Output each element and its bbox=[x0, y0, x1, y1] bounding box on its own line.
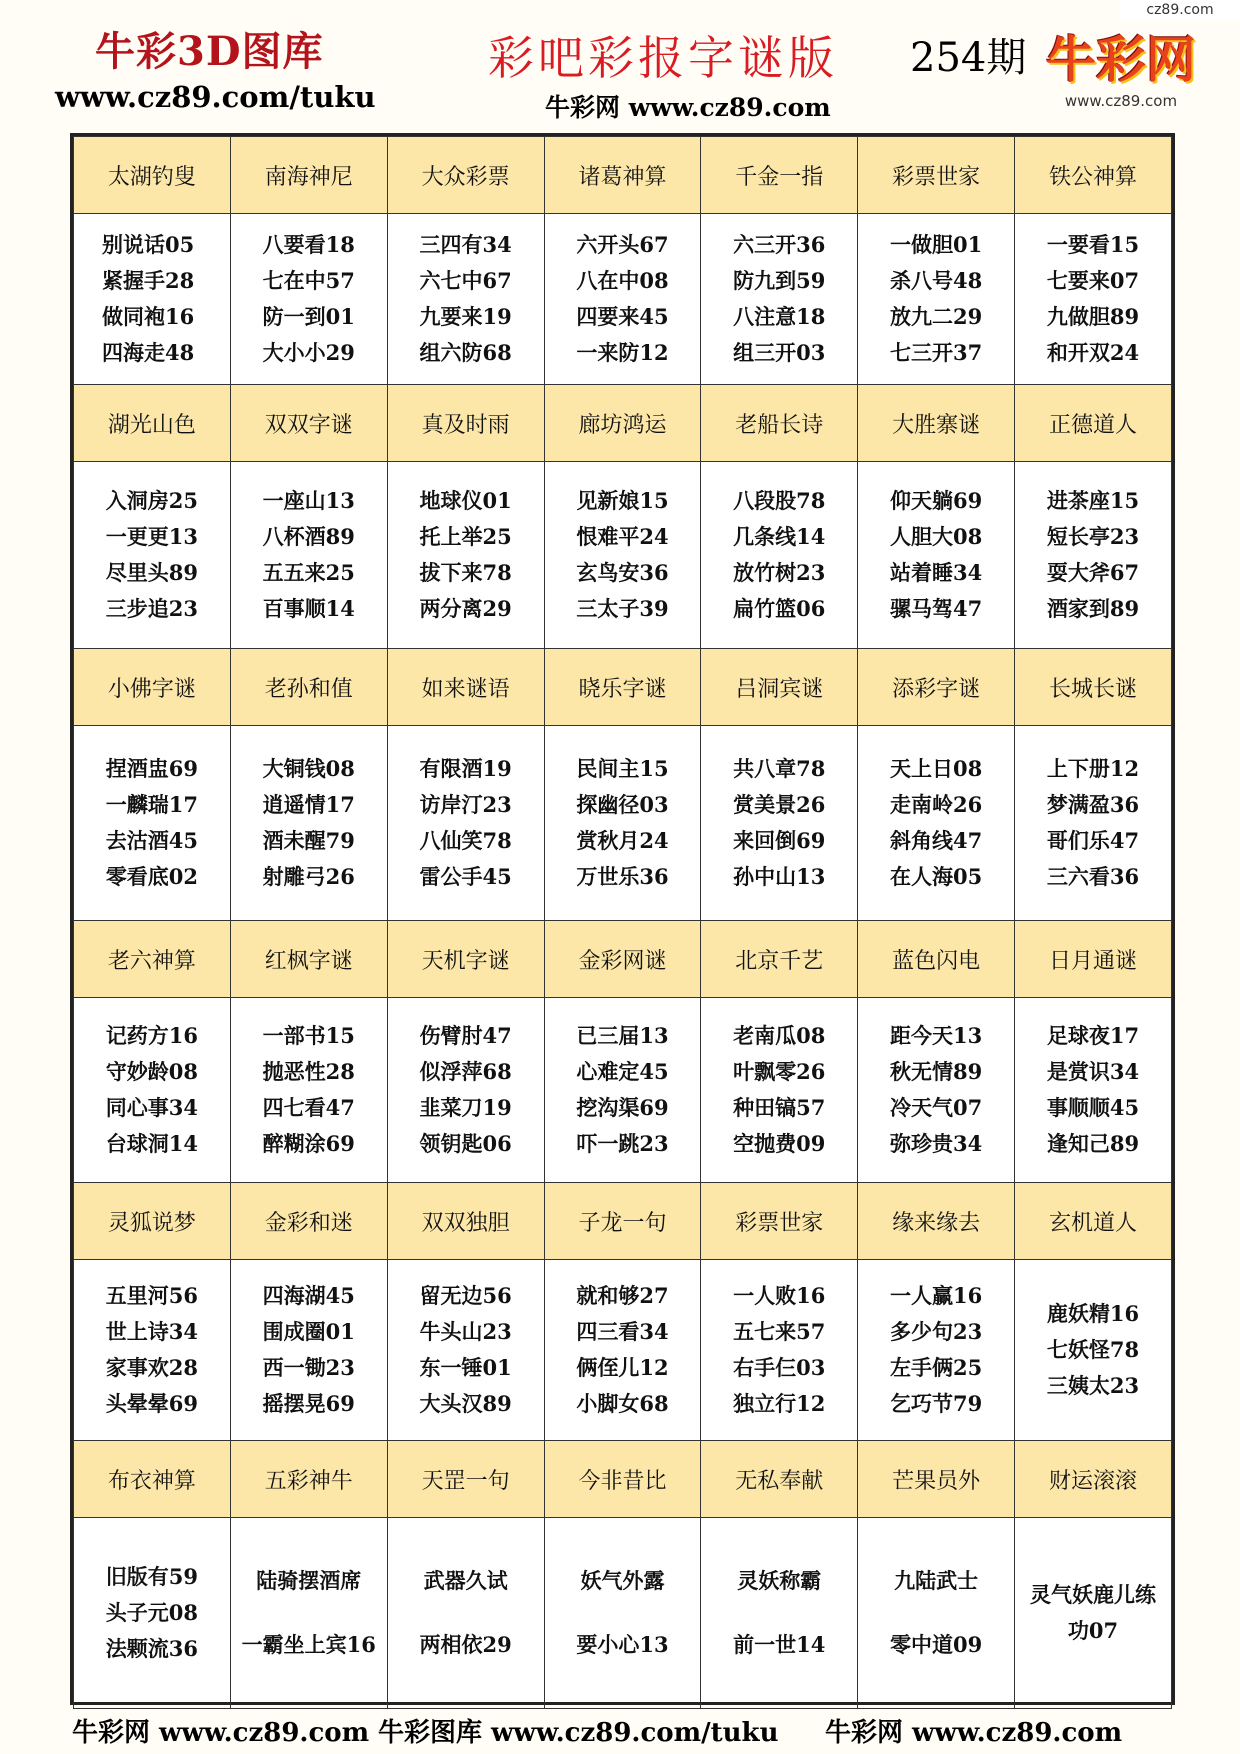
page-footer bbox=[0, 1712, 1240, 1754]
riddle-line: 四要来45 bbox=[576, 304, 669, 329]
riddle-line: 妖气外露 bbox=[580, 1568, 665, 1593]
riddle-line: 民间主15 bbox=[576, 756, 669, 781]
column-header: 大胜寨谜 bbox=[858, 385, 1015, 462]
riddle-line: 射雕弓26 bbox=[262, 864, 355, 889]
riddle-line: 走南岭26 bbox=[890, 792, 983, 817]
riddle-line: 足球夜17 bbox=[1046, 1023, 1140, 1048]
riddle-line: 法颗流36 bbox=[105, 1636, 199, 1661]
riddle-cell bbox=[858, 214, 1015, 385]
column-header: 铁公神算 bbox=[1015, 137, 1172, 214]
riddle-line: 老南瓜08 bbox=[733, 1023, 826, 1048]
riddle-cell bbox=[544, 998, 701, 1183]
riddle-cell bbox=[387, 1260, 544, 1441]
column-header: 北京千艺 bbox=[701, 921, 858, 998]
riddle-line: 醉糊涂69 bbox=[262, 1131, 355, 1156]
riddle-line: 放竹树23 bbox=[733, 560, 826, 585]
riddle-line: 别说话05 bbox=[102, 232, 195, 257]
riddle-line: 俩侄儿12 bbox=[576, 1355, 669, 1380]
riddle-line: 短长亭23 bbox=[1046, 524, 1140, 549]
corner-url[interactable]: cz89.com bbox=[1120, 0, 1240, 20]
riddle-line: 见新娘15 bbox=[576, 488, 669, 513]
header-row bbox=[74, 1441, 1172, 1518]
riddle-line: 六三开36 bbox=[733, 232, 826, 257]
riddle-line: 九陆武士 bbox=[894, 1568, 979, 1593]
riddle-line: 几条线14 bbox=[733, 524, 826, 549]
riddle-line: 一麟瑞17 bbox=[105, 792, 199, 817]
riddle-line: 独立行12 bbox=[733, 1391, 826, 1416]
column-header: 芒果员外 bbox=[858, 1441, 1015, 1518]
riddle-line: 人胆大08 bbox=[890, 524, 983, 549]
riddle-cell bbox=[230, 214, 387, 385]
riddle-line: 组六防68 bbox=[419, 340, 512, 365]
riddle-line: 七在中57 bbox=[262, 268, 355, 293]
column-header: 今非昔比 bbox=[544, 1441, 701, 1518]
riddle-line: 八在中08 bbox=[576, 268, 669, 293]
riddle-line: 在人海05 bbox=[890, 864, 983, 889]
riddle-cell bbox=[544, 726, 701, 921]
riddle-line: 七要来07 bbox=[1046, 268, 1140, 293]
column-header: 金彩和迷 bbox=[230, 1183, 387, 1260]
riddle-cell bbox=[858, 998, 1015, 1183]
riddle-line: 仰天躺69 bbox=[890, 488, 983, 513]
column-header: 缘来缘去 bbox=[858, 1183, 1015, 1260]
column-header: 双双独胆 bbox=[387, 1183, 544, 1260]
riddle-line: 似浮萍68 bbox=[419, 1059, 512, 1084]
riddle-line: 三四有34 bbox=[419, 232, 512, 257]
riddle-cell bbox=[858, 726, 1015, 921]
riddle-line: 来回倒69 bbox=[733, 828, 826, 853]
riddle-line: 八杯酒89 bbox=[262, 524, 355, 549]
column-header: 如来谜语 bbox=[387, 649, 544, 726]
riddle-cell bbox=[230, 462, 387, 649]
column-header: 晓乐字谜 bbox=[544, 649, 701, 726]
riddle-line: 入洞房25 bbox=[105, 488, 199, 513]
riddle-line: 四海走48 bbox=[102, 340, 195, 365]
riddle-line: 灵气妖鹿儿练 bbox=[1030, 1582, 1157, 1607]
riddle-line: 前一世14 bbox=[733, 1632, 826, 1657]
page-header bbox=[0, 0, 1240, 125]
riddle-row bbox=[74, 462, 1172, 649]
riddle-line: 摇摆晃69 bbox=[262, 1391, 355, 1416]
riddle-row bbox=[74, 1260, 1172, 1441]
riddle-line: 三六看36 bbox=[1046, 864, 1140, 889]
riddle-line: 弥珍贵34 bbox=[890, 1131, 983, 1156]
riddle-line: 紧握手28 bbox=[102, 268, 195, 293]
riddle-line: 酒未醒79 bbox=[262, 828, 355, 853]
riddle-line: 万世乐36 bbox=[576, 864, 669, 889]
riddle-row bbox=[74, 1518, 1172, 1709]
riddle-line: 组三开03 bbox=[733, 340, 826, 365]
riddle-line: 家事欢28 bbox=[105, 1355, 199, 1380]
riddle-line: 八仙笑78 bbox=[419, 828, 512, 853]
riddle-line: 零看底02 bbox=[105, 864, 199, 889]
issue-number: 254期 bbox=[910, 35, 1027, 81]
riddle-cell bbox=[74, 726, 231, 921]
riddle-row bbox=[74, 998, 1172, 1183]
riddle-line: 心难定45 bbox=[576, 1059, 669, 1084]
riddle-cell bbox=[230, 998, 387, 1183]
riddle-line: 秋无情89 bbox=[890, 1059, 983, 1084]
riddle-cell bbox=[701, 214, 858, 385]
riddle-line: 已三届13 bbox=[576, 1023, 669, 1048]
riddle-line: 酒家到89 bbox=[1046, 596, 1140, 621]
riddle-line: 种田镐57 bbox=[733, 1095, 826, 1120]
column-header: 无私奉献 bbox=[701, 1441, 858, 1518]
riddle-cell bbox=[74, 214, 231, 385]
riddle-line: 旧版有59 bbox=[105, 1564, 199, 1589]
riddle-line: 去沽酒45 bbox=[105, 828, 199, 853]
riddle-line: 五五来25 bbox=[262, 560, 355, 585]
riddle-line: 斜角线47 bbox=[890, 828, 983, 853]
column-header: 蓝色闪电 bbox=[858, 921, 1015, 998]
riddle-line: 梦满盈36 bbox=[1046, 792, 1140, 817]
riddle-line: 吓一跳23 bbox=[576, 1131, 669, 1156]
riddle-line: 一来防12 bbox=[576, 340, 669, 365]
riddle-line: 耍大斧67 bbox=[1046, 560, 1140, 585]
riddle-line: 乞巧节79 bbox=[890, 1391, 983, 1416]
column-header: 财运滚滚 bbox=[1015, 1441, 1172, 1518]
column-header: 真及时雨 bbox=[387, 385, 544, 462]
riddle-line: 七妖怪78 bbox=[1046, 1337, 1140, 1362]
riddle-line bbox=[231, 1599, 387, 1627]
riddle-cell bbox=[387, 462, 544, 649]
riddle-line bbox=[701, 1599, 857, 1627]
riddle-line: 拔下来78 bbox=[419, 560, 512, 585]
column-header: 天罡一句 bbox=[387, 1441, 544, 1518]
riddle-line: 地球仪01 bbox=[419, 488, 512, 513]
column-header: 双双字谜 bbox=[230, 385, 387, 462]
riddle-line: 小脚女68 bbox=[576, 1391, 669, 1416]
riddle-line: 一做胆01 bbox=[890, 232, 983, 257]
riddle-cell bbox=[1015, 214, 1172, 385]
header-row bbox=[74, 137, 1172, 214]
column-header: 小佛字谜 bbox=[74, 649, 231, 726]
riddle-line: 三步追23 bbox=[105, 596, 199, 621]
column-header: 湖光山色 bbox=[74, 385, 231, 462]
riddle-line: 七三开37 bbox=[890, 340, 983, 365]
riddle-line: 大铜钱08 bbox=[262, 756, 355, 781]
riddle-line: 灵妖称霸 bbox=[737, 1568, 822, 1593]
riddle-line: 五里河56 bbox=[105, 1283, 199, 1308]
riddle-line: 要小心13 bbox=[576, 1632, 669, 1657]
column-header: 吕洞宾谜 bbox=[701, 649, 858, 726]
riddle-line: 四三看34 bbox=[576, 1319, 669, 1344]
column-header: 红枫字谜 bbox=[230, 921, 387, 998]
riddle-line: 四海湖45 bbox=[262, 1283, 355, 1308]
riddle-line: 挖沟渠69 bbox=[576, 1095, 669, 1120]
edition-title: 彩吧彩报字谜版 bbox=[488, 31, 838, 85]
column-header: 千金一指 bbox=[701, 137, 858, 214]
column-header: 诸葛神算 bbox=[544, 137, 701, 214]
riddle-line: 哥们乐47 bbox=[1046, 828, 1140, 853]
riddle-cell bbox=[701, 1260, 858, 1441]
column-header: 玄机道人 bbox=[1015, 1183, 1172, 1260]
riddle-line: 雷公手45 bbox=[419, 864, 512, 889]
riddle-grid bbox=[70, 133, 1175, 1705]
riddle-cell bbox=[701, 726, 858, 921]
riddle-line: 百事顺14 bbox=[262, 596, 355, 621]
riddle-line: 东一锤01 bbox=[419, 1355, 512, 1380]
riddle-line: 距今天13 bbox=[890, 1023, 983, 1048]
column-header: 布衣神算 bbox=[74, 1441, 231, 1518]
brand-url[interactable]: www.cz89.com/tuku bbox=[55, 80, 376, 114]
riddle-line: 牛头山23 bbox=[419, 1319, 512, 1344]
riddle-line: 鹿妖精16 bbox=[1046, 1301, 1140, 1326]
riddle-line: 领钥匙06 bbox=[419, 1131, 512, 1156]
riddle-line bbox=[858, 1599, 1014, 1627]
riddle-line: 托上举25 bbox=[419, 524, 512, 549]
riddle-line: 尽里头89 bbox=[105, 560, 199, 585]
riddle-line: 头子元08 bbox=[105, 1600, 199, 1625]
column-header: 灵狐说梦 bbox=[74, 1183, 231, 1260]
riddle-line: 头晕晕69 bbox=[105, 1391, 199, 1416]
riddle-line: 逢知己89 bbox=[1046, 1131, 1140, 1156]
riddle-line: 四七看47 bbox=[262, 1095, 355, 1120]
column-header: 长城长谜 bbox=[1015, 649, 1172, 726]
riddle-line: 站着睡34 bbox=[890, 560, 983, 585]
riddle-cell bbox=[858, 462, 1015, 649]
column-header: 五彩神牛 bbox=[230, 1441, 387, 1518]
riddle-line: 上下册12 bbox=[1046, 756, 1140, 781]
riddle-line: 就和够27 bbox=[576, 1283, 669, 1308]
riddle-line: 六七中67 bbox=[419, 268, 512, 293]
riddle-line: 武器久试 bbox=[423, 1568, 508, 1593]
column-header: 南海神尼 bbox=[230, 137, 387, 214]
riddle-line: 逍遥情17 bbox=[262, 792, 355, 817]
logo-url: www.cz89.com bbox=[1064, 92, 1178, 110]
riddle-cell bbox=[1015, 462, 1172, 649]
riddle-row bbox=[74, 726, 1172, 921]
riddle-line: 功07 bbox=[1067, 1618, 1119, 1643]
riddle-line bbox=[545, 1599, 701, 1627]
header-row bbox=[74, 1183, 1172, 1260]
riddle-line: 和开双24 bbox=[1046, 340, 1140, 365]
riddle-line: 左手俩25 bbox=[890, 1355, 983, 1380]
riddle-line: 赏美景26 bbox=[733, 792, 826, 817]
riddle-line: 冷天气07 bbox=[890, 1095, 983, 1120]
header-row bbox=[74, 649, 1172, 726]
column-header: 正德道人 bbox=[1015, 385, 1172, 462]
site-url[interactable]: 牛彩网 www.cz89.com bbox=[545, 93, 831, 122]
riddle-line: 两相依29 bbox=[419, 1632, 512, 1657]
riddle-cell bbox=[544, 1518, 701, 1709]
riddle-line: 八要看18 bbox=[262, 232, 355, 257]
riddle-line: 访岸汀23 bbox=[419, 792, 512, 817]
column-header: 日月通谜 bbox=[1015, 921, 1172, 998]
riddle-line: 韭菜刀19 bbox=[419, 1095, 512, 1120]
riddle-line: 骡马驾47 bbox=[890, 596, 983, 621]
riddle-cell bbox=[74, 1518, 231, 1709]
riddle-cell bbox=[544, 1260, 701, 1441]
riddle-cell bbox=[387, 726, 544, 921]
riddle-cell bbox=[1015, 726, 1172, 921]
riddle-line: 防九到59 bbox=[733, 268, 826, 293]
column-header: 添彩字谜 bbox=[858, 649, 1015, 726]
riddle-line: 伤臂肘47 bbox=[419, 1023, 512, 1048]
riddle-line: 探幽径03 bbox=[576, 792, 669, 817]
column-header: 大众彩票 bbox=[387, 137, 544, 214]
riddle-cell bbox=[544, 462, 701, 649]
riddle-line: 两分离29 bbox=[419, 596, 512, 621]
riddle-line: 围成圈01 bbox=[262, 1319, 355, 1344]
riddle-line: 六开头67 bbox=[576, 232, 669, 257]
riddle-line: 扁竹篮06 bbox=[733, 596, 826, 621]
site-logo bbox=[1046, 14, 1196, 114]
riddle-line: 九做胆89 bbox=[1046, 304, 1140, 329]
riddle-line: 孙中山13 bbox=[733, 864, 826, 889]
riddle-line: 大头汉89 bbox=[419, 1391, 512, 1416]
riddle-line: 一霸坐上宾16 bbox=[241, 1632, 376, 1657]
riddle-line: 三姨太23 bbox=[1046, 1373, 1140, 1398]
riddle-line: 陆骑摆酒席 bbox=[256, 1568, 362, 1593]
riddle-cell bbox=[1015, 1518, 1172, 1709]
riddle-row bbox=[74, 214, 1172, 385]
riddle-line: 三太子39 bbox=[576, 596, 669, 621]
riddle-line: 放九二29 bbox=[890, 304, 983, 329]
footer-url-middle[interactable]: 牛彩图库 www.cz89.com/tuku bbox=[378, 1718, 779, 1748]
brand-title: 牛彩3D图库 bbox=[95, 28, 324, 75]
riddle-cell bbox=[701, 462, 858, 649]
riddle-line: 叶飘零26 bbox=[733, 1059, 826, 1084]
riddle-line: 记药方16 bbox=[105, 1023, 199, 1048]
column-header: 老孙和值 bbox=[230, 649, 387, 726]
riddle-line: 恨难平24 bbox=[576, 524, 669, 549]
riddle-line: 共八章78 bbox=[733, 756, 826, 781]
riddle-cell bbox=[701, 1518, 858, 1709]
riddle-cell bbox=[230, 726, 387, 921]
riddle-cell bbox=[387, 214, 544, 385]
riddle-line: 右手仨03 bbox=[733, 1355, 826, 1380]
riddle-line: 是赏识34 bbox=[1046, 1059, 1140, 1084]
riddle-line: 有限酒19 bbox=[419, 756, 512, 781]
riddle-cell bbox=[387, 998, 544, 1183]
riddle-cell bbox=[701, 998, 858, 1183]
riddle-line: 防一到01 bbox=[262, 304, 355, 329]
riddle-line: 留无边56 bbox=[419, 1283, 512, 1308]
riddle-cell bbox=[387, 1518, 544, 1709]
riddle-line: 一更更13 bbox=[105, 524, 199, 549]
riddle-line: 同心事34 bbox=[105, 1095, 199, 1120]
riddle-line: 一座山13 bbox=[262, 488, 355, 513]
column-header: 老六神算 bbox=[74, 921, 231, 998]
column-header: 天机字谜 bbox=[387, 921, 544, 998]
riddle-line: 一人败16 bbox=[733, 1283, 826, 1308]
column-header: 老船长诗 bbox=[701, 385, 858, 462]
header-row bbox=[74, 921, 1172, 998]
riddle-line: 大小小29 bbox=[262, 340, 355, 365]
riddle-cell bbox=[74, 1260, 231, 1441]
riddle-line: 西一锄23 bbox=[262, 1355, 355, 1380]
column-header: 彩票世家 bbox=[701, 1183, 858, 1260]
riddle-line: 事顺顺45 bbox=[1046, 1095, 1140, 1120]
riddle-cell bbox=[74, 998, 231, 1183]
riddle-line: 进茶座15 bbox=[1046, 488, 1140, 513]
column-header: 廊坊鸿运 bbox=[544, 385, 701, 462]
footer-url-right[interactable]: 牛彩网 www.cz89.com bbox=[825, 1718, 1123, 1748]
riddle-cell bbox=[858, 1518, 1015, 1709]
riddle-line: 一部书15 bbox=[262, 1023, 355, 1048]
riddle-line: 五七来57 bbox=[733, 1319, 826, 1344]
riddle-cell bbox=[1015, 1260, 1172, 1441]
riddle-line: 一人赢16 bbox=[890, 1283, 983, 1308]
riddle-cell bbox=[544, 214, 701, 385]
column-header: 金彩网谜 bbox=[544, 921, 701, 998]
riddle-line: 零中道09 bbox=[890, 1632, 983, 1657]
riddle-cell bbox=[230, 1260, 387, 1441]
column-header: 子龙一句 bbox=[544, 1183, 701, 1260]
riddle-line: 一要看15 bbox=[1046, 232, 1140, 257]
riddle-line: 八段股78 bbox=[733, 488, 826, 513]
riddle-line: 多少句23 bbox=[890, 1319, 983, 1344]
riddle-line: 抛恶性28 bbox=[262, 1059, 355, 1084]
riddle-line: 世上诗34 bbox=[105, 1319, 199, 1344]
riddle-line: 捏酒盅69 bbox=[105, 756, 199, 781]
riddle-line: 空抛费09 bbox=[733, 1131, 826, 1156]
riddle-cell bbox=[858, 1260, 1015, 1441]
riddle-cell bbox=[1015, 998, 1172, 1183]
column-header: 彩票世家 bbox=[858, 137, 1015, 214]
logo-text: 牛彩网 bbox=[1046, 31, 1196, 89]
header-row bbox=[74, 385, 1172, 462]
riddle-line: 玄鸟安36 bbox=[576, 560, 669, 585]
riddle-cell bbox=[74, 462, 231, 649]
riddle-line: 台球洞14 bbox=[105, 1131, 199, 1156]
riddle-line bbox=[388, 1599, 544, 1627]
riddle-line: 赏秋月24 bbox=[576, 828, 669, 853]
riddle-table bbox=[73, 136, 1172, 1709]
riddle-line: 杀八号48 bbox=[890, 268, 983, 293]
riddle-line: 八注意18 bbox=[733, 304, 826, 329]
column-header: 太湖钓叟 bbox=[74, 137, 231, 214]
riddle-line: 九要来19 bbox=[419, 304, 512, 329]
riddle-line: 做同袍16 bbox=[102, 304, 195, 329]
riddle-line: 守妙龄08 bbox=[105, 1059, 199, 1084]
footer-url-left[interactable]: 牛彩网 www.cz89.com bbox=[72, 1718, 370, 1748]
riddle-cell bbox=[230, 1518, 387, 1709]
riddle-line: 天上日08 bbox=[890, 756, 983, 781]
